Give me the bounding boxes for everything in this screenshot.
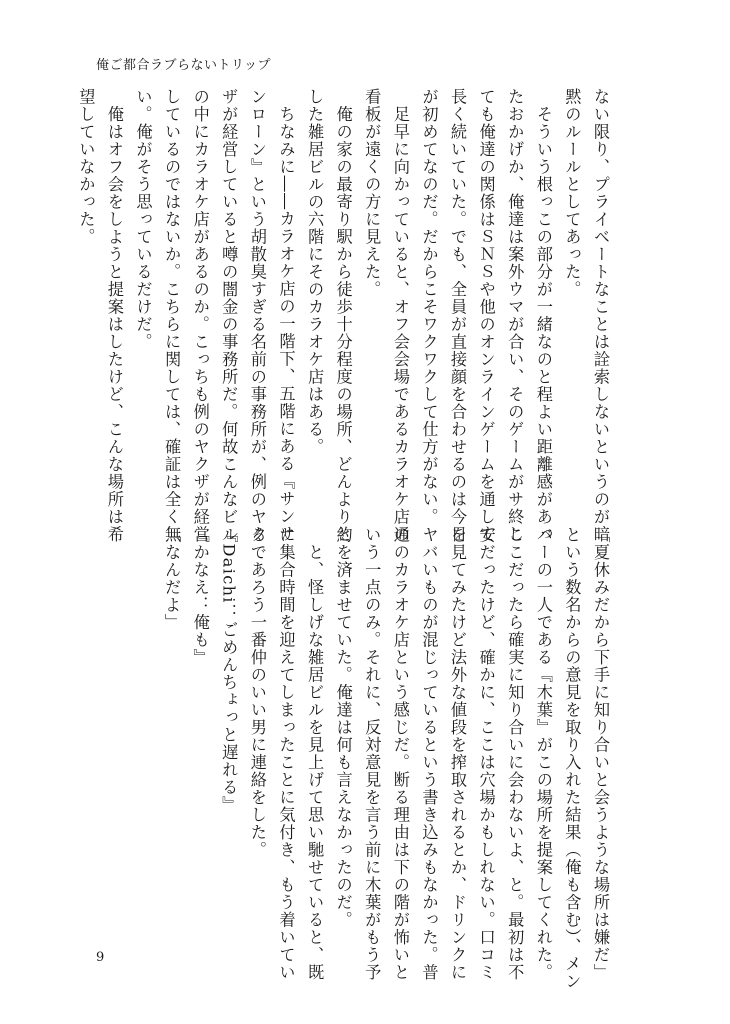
text-line: たおかげか、俺達は案外ウマが合い、そのゲームがサ終し [505,88,525,543]
text-line: 望していなかった。 [76,88,96,246]
text-line: 「夏休みだから下手に知り合いと会うような場所は嫌だ」 [591,526,610,981]
upper-text-block [76,88,614,543]
text-line: 「なんだよ」 [162,526,182,631]
text-line: という数名からの意見を取り入れた結果（俺も含む）、メン [562,526,582,991]
text-line: 安だったけど、確かに、ここは穴場かもしれない。口コミ [476,526,496,981]
text-line: 足早に向かっていると、オフ会会場であるカラオケ店の [390,88,410,543]
text-line: 俺の家の最寄り駅から徒歩十分程度の場所、どんよりと [333,88,353,543]
running-title: 俺ご都合ラブらないトリップ [96,58,271,73]
text-line: と、怪しげな雑居ビルを見上げて思い馳せていると、既 [305,526,325,981]
text-line: しているのではないか。こちらに関しては、確証は全く無 [162,88,182,543]
text-line: した雑居ビルの六階にそのカラオケ店はある。 [305,88,325,456]
text-line: い。俺がそう思っているだけだ。 [133,88,153,351]
text-line: に集合時間を迎えてしまったことに気付き、もう着いてい [276,526,296,981]
text-line: 通のカラオケ店という感じだ。断る理由は下の階が怖いと [390,526,410,981]
text-line: ない限り、プライベートなことは詮索しないというのが暗 [591,88,610,543]
text-line: るであろう一番仲のいい男に連絡をした。 [247,526,267,859]
text-line: 看板が遠くの方に見えた。 [362,88,382,298]
text-line: 俺はオフ会をしようと提案はしたけど、こんな場所は希 [104,88,124,543]
text-line: ヤバいものが混じっているという書き込みもなかった。普 [419,526,439,981]
text-line: が初めてなのだ。だからこそワクワクして仕方がない。 [419,88,439,526]
text-line: 長く続いていた。でも、全員が直接顔を合わせるのは今日 [448,88,468,543]
text-line: ても俺達の関係はＳＮＳや他のオンラインゲームを通して [476,88,496,543]
page-number: 9 [96,950,105,965]
text-line: 『かなえ：俺も』 [190,526,210,666]
text-line: ちなみに――カラオケ店の一階下、五階にある『サンサ [276,88,296,543]
text-line: ここだったら確実に知り合いに会わないよ、と。最初は不 [505,526,525,981]
text-line: を見てみたけど法外な値段を搾取されるとか、ドリンクに [448,526,468,981]
text-line: 黙のルールとしてあった。 [562,88,582,298]
text-line: ザが経営していると噂の闇金の事務所だ。何故こんなビル [219,88,239,543]
text-line: 約を済ませていた。俺達は何も言えなかったのだ。 [333,526,353,929]
text-line: バーの一人である『木葉』がこの場所を提案してくれた。 [533,526,553,981]
text-line: いう一点のみ。それに、反対意見を言う前に木葉がもう予 [362,526,382,981]
lower-text-block [134,526,614,991]
text-line: そういう根っこの部分が一緒なのと程よい距離感があっ [533,88,553,543]
text-line: ンローン』という胡散臭すぎる名前の事務所が、例のヤク [247,88,267,543]
text-line: の中にカラオケ店があるのか。こっちも例のヤクザが経営 [190,88,210,543]
text-line: 『Daichi：ごめんちょっと遅れる』 [219,526,239,814]
